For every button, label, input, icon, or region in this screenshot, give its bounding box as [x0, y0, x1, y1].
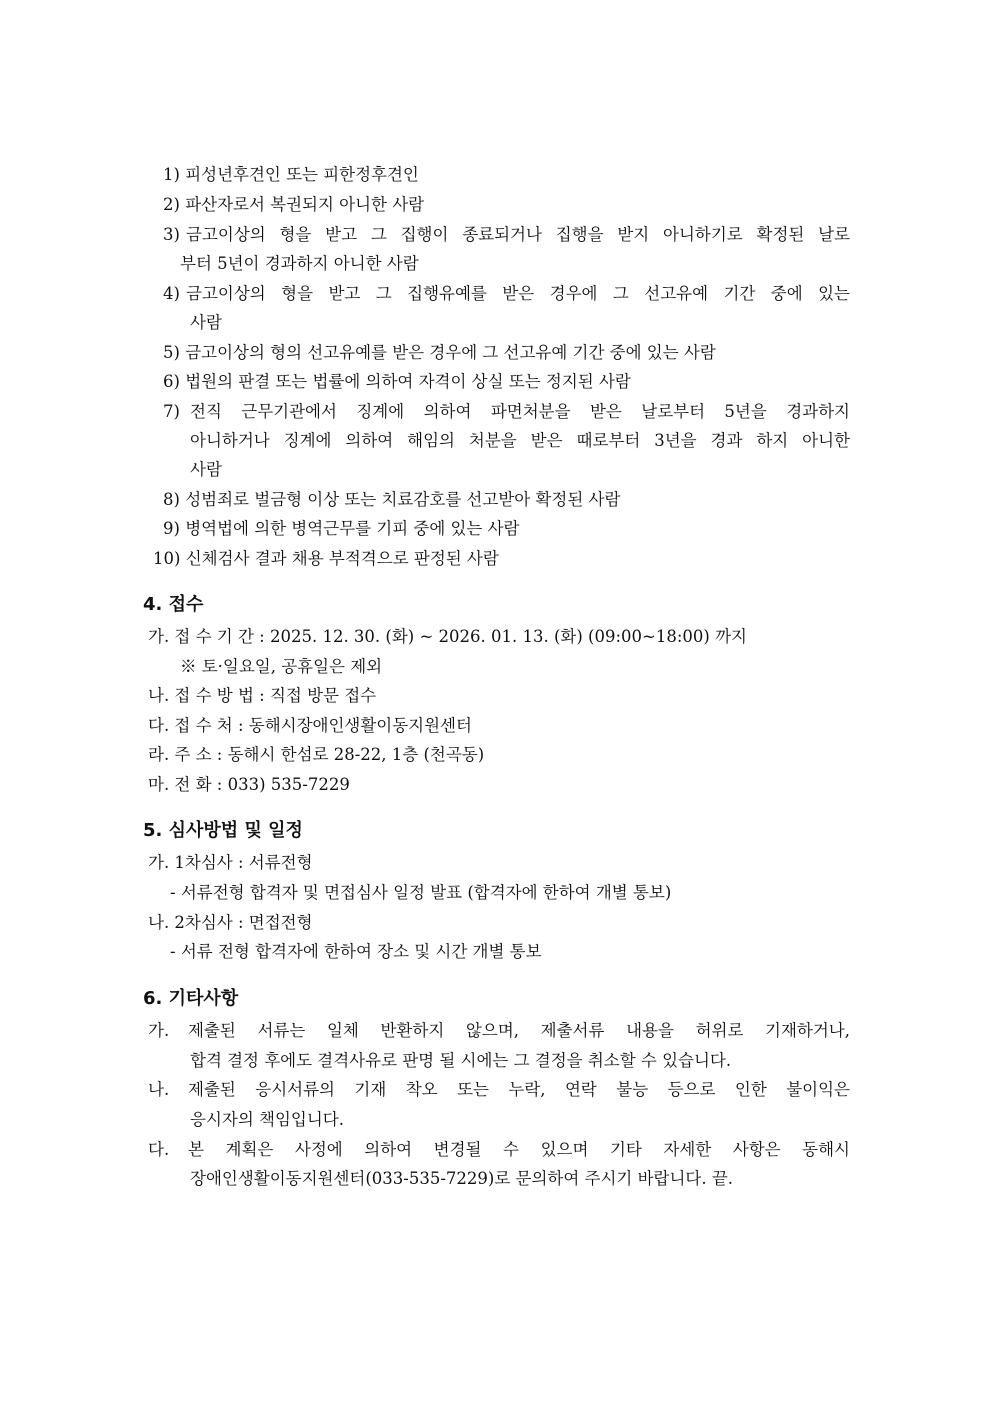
note-text-continued: 응시자의 책임입니다. — [190, 1110, 344, 1129]
item-number: 2) — [163, 195, 180, 214]
item-number: 7) — [163, 402, 180, 421]
reception-address: 라. 주 소 : 동해시 한섬로 28-22, 1층 (천곡동) — [148, 745, 485, 764]
item-text: 법원의 판결 또는 법률에 의하여 자격이 상실 또는 정지된 사람 — [185, 372, 631, 391]
item-text-continued: 아니하거나 징계에 의하여 해임의 처분을 받은 때로부터 3년을 경과 하지 아니한 — [190, 431, 850, 450]
note-text: 제출된 응시서류의 기재 착오 또는 누락, 연락 불능 등으로 인한 불이익은 — [188, 1080, 850, 1099]
item-number: 9) — [163, 519, 180, 538]
section-heading: 4. 접수 — [143, 594, 204, 615]
note-text: 제출된 서류는 일체 반환하지 않으며, 제출서류 내용을 허위로 기재하거나, — [188, 1021, 850, 1040]
item-number: 8) — [163, 490, 180, 509]
item-text: 금고이상의 형을 받고 그 집행이 종료되거나 집행을 받지 아니하기로 확정된 날로 — [186, 225, 850, 244]
item-text-continued: 사람 — [190, 460, 222, 479]
list-item-5 — [163, 342, 716, 364]
item-text: 병역법에 의한 병역근무를 기피 중에 있는 사람 — [185, 519, 520, 538]
item-number: 6) — [163, 372, 180, 391]
note-label: 다. — [148, 1140, 170, 1159]
item-text: 금고이상의 형의 선고유예를 받은 경우에 그 선고유예 기간 중에 있는 사람 — [185, 343, 716, 362]
list-item-4 — [163, 283, 180, 305]
reception-place: 다. 접 수 처 : 동해시장애인생활이동지원센터 — [148, 716, 472, 735]
reception-method: 나. 접 수 방 법 : 직접 방문 접수 — [148, 686, 377, 705]
item-text: 전직 근무기관에서 징계에 의하여 파면처분을 받은 날로부터 5년을 경과하지 — [190, 402, 850, 421]
first-screening: 가. 1차심사 : 서류전형 — [148, 853, 313, 872]
note-text: 본 계획은 사정에 의하여 변경될 수 있으며 기타 자세한 사항은 동해시 — [188, 1140, 850, 1159]
item-text: 피성년후견인 또는 피한정후견인 — [185, 165, 419, 184]
section-heading: 6. 기타사항 — [143, 988, 239, 1009]
item-number: 3) — [163, 225, 180, 244]
list-item-8 — [163, 489, 620, 511]
item-text: 파산자로서 복권되지 아니한 사람 — [185, 195, 425, 214]
list-item-9 — [163, 518, 520, 540]
item-number: 10) — [153, 549, 181, 568]
reception-period-note: ※ 토·일요일, 공휴일은 제외 — [180, 657, 383, 676]
list-item-1 — [163, 164, 419, 186]
second-screening: 나. 2차심사 : 면접전형 — [148, 913, 313, 932]
section-heading: 5. 심사방법 및 일정 — [143, 820, 303, 841]
list-item-6 — [163, 371, 631, 393]
item-number: 5) — [163, 343, 180, 362]
item-number: 1) — [163, 165, 180, 184]
note-text-continued: 합격 결정 후에도 결격사유로 판명 될 시에는 그 결정을 취소할 수 있습니다. — [190, 1051, 732, 1070]
item-text-continued: 부터 5년이 경과하지 아니한 사람 — [180, 254, 419, 273]
item-text: 신체검사 결과 채용 부적격으로 판정된 사람 — [185, 549, 499, 568]
item-text: 성범죄로 벌금형 이상 또는 치료감호를 선고받아 확정된 사람 — [185, 490, 621, 509]
reception-period: 가. 접 수 기 간 : 2025. 12. 30. (화) ~ 2026. 01. 13. (화) (09:00~18:00) 까지 — [148, 627, 747, 646]
list-item-2 — [163, 194, 424, 216]
reception-phone: 마. 전 화 : 033) 535-7229 — [148, 775, 350, 794]
item-text-continued: 사람 — [190, 313, 222, 332]
item-number: 4) — [163, 284, 180, 303]
note-label: 가. — [148, 1021, 170, 1040]
list-item-3 — [163, 224, 180, 246]
note-label: 나. — [148, 1080, 170, 1099]
first-screening-detail: - 서류전형 합격자 및 면접심사 일정 발표 (합격자에 한하여 개별 통보) — [170, 883, 672, 902]
list-item-10 — [153, 548, 499, 570]
note-text-continued: 장애인생활이동지원센터(033-535-7229)로 문의하여 주시기 바랍니다. 끝. — [190, 1169, 734, 1188]
item-text: 금고이상의 형을 받고 그 집행유예를 받은 경우에 그 선고유예 기간 중에 있는 — [186, 284, 850, 303]
second-screening-detail: - 서류 전형 합격자에 한하여 장소 및 시간 개별 통보 — [170, 942, 542, 961]
list-item-7 — [163, 401, 180, 423]
